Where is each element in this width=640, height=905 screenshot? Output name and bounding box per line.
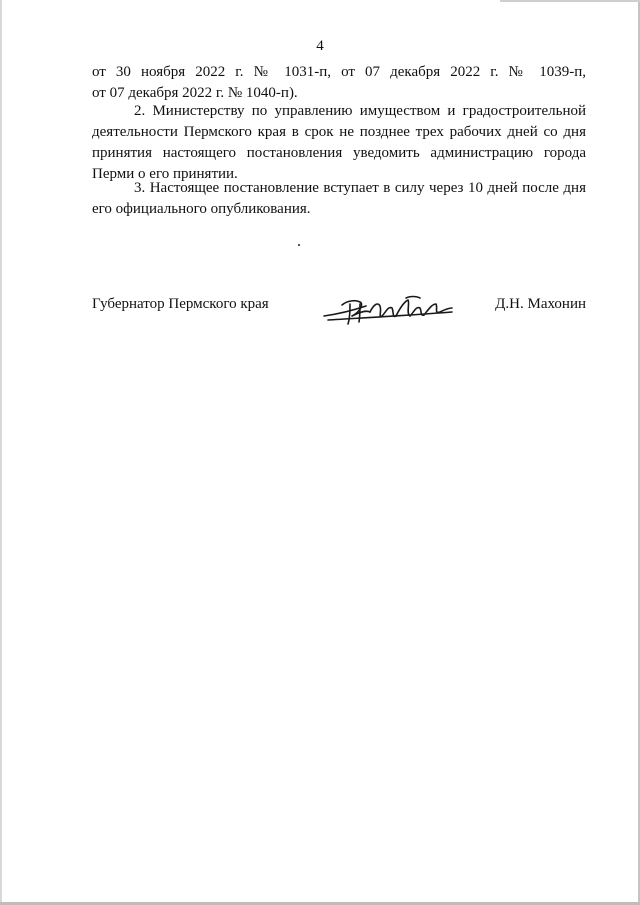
handwritten-signature xyxy=(320,290,456,330)
scan-edge-left xyxy=(0,0,2,905)
text-line: 2. Министерству по управлению имуществом и градостроительной xyxy=(134,103,586,119)
signature-block xyxy=(92,296,586,336)
scan-speck xyxy=(298,244,300,246)
text-line: 3. Настоящее постановление вступает в силу через 10 дней после дня xyxy=(134,180,586,196)
scan-edge-top xyxy=(500,0,640,2)
paragraph-3 xyxy=(92,178,586,220)
text-line: Перми о его принятии. xyxy=(92,166,238,182)
page-number: 4 xyxy=(316,38,324,54)
text-line: от 30 ноября 2022 г. № 1031-п, от 07 декабря 2022 г. № 1039-п, xyxy=(92,64,586,80)
text-line: деятельности Пермского края в срок не позднее трех рабочих дней со дня xyxy=(92,124,586,140)
text-line: его официального опубликования. xyxy=(92,201,311,217)
text-line: от 07 декабря 2022 г. № 1040-п). xyxy=(92,85,298,101)
signer-title: Губернатор Пермского края xyxy=(92,296,269,312)
signer-name: Д.Н. Махонин xyxy=(495,296,586,312)
paragraph-2 xyxy=(92,101,586,185)
paragraph-continuation xyxy=(92,62,586,104)
text-line: принятия настоящего постановления уведомить администрацию города xyxy=(92,145,586,161)
